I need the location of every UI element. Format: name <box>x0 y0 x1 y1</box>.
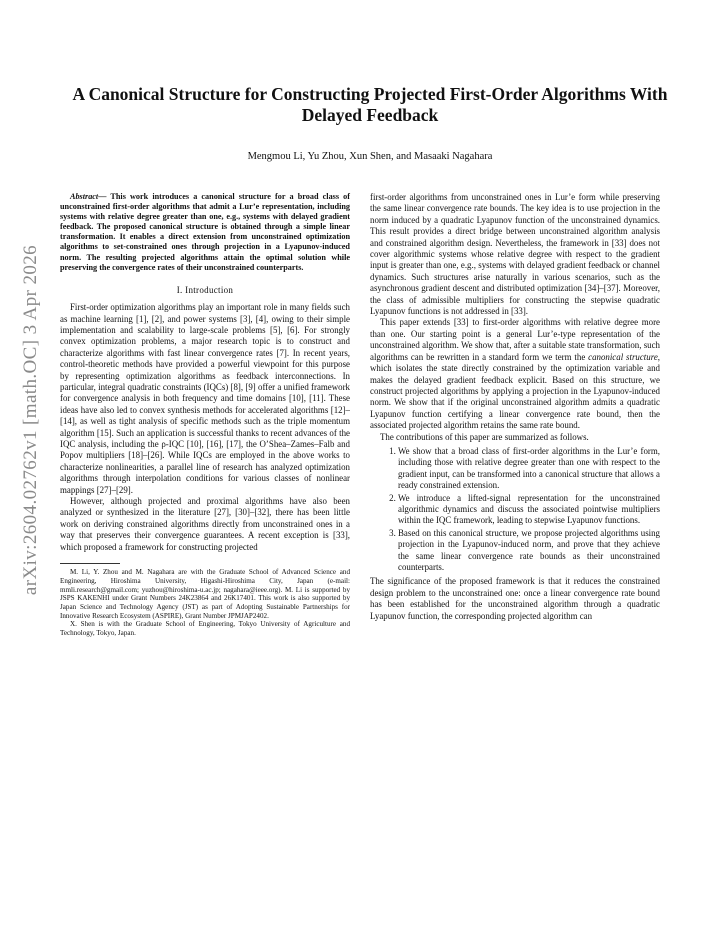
intro-paragraph-4-start: This paper extends [33] to first-order algorithms with relative degree more than one. Our starting point is a general Lur’e-type representation of the unconstrained algorithm. We show that, after a suitable state transformation, such algorithms can be rewritten in a standard form we term the <box>370 317 660 362</box>
right-column <box>370 192 660 622</box>
paper-title: A Canonical Structure for Constructing Projected First-Order Algorithms With Delayed Feedback <box>72 84 668 125</box>
footnote-divider <box>60 563 120 564</box>
intro-paragraph-1: First-order optimization algorithms play an important role in many fields such as machine learning [1], [2], and power systems [3], [4], owing to their simple implementation and scalability to large-scale problems [5], [6]. For strongly convex optimization problems, a major research topic is to construct and characterize algorithms with fast linear convergence rates [7]. In recent years, control-theoretic methods have provided a powerful viewpoint for this purpose by representing optimization algorithms as feedback interconnections. In particular, integral quadratic constraints (IQCs) [8], [9] offer a unified framework for convergence analysis in both frequency and time domains [10], [11]. These ideas have also led to convex synthesis methods for accelerated algorithms [12]–[14], as well as tight analysis of specific methods such as the triple momentum algorithm [15]. Such an application is successful thanks to recent advances of the IQC analysis, including the ρ-IQC [10], [16], [17], the O’Shea–Zames–Falb and Popov multipliers [18]–[26]. While IQCs are employed in the above works to characterize nonlinearities, a parallel line of research has analyzed optimization algorithms through interpolation conditions for various classes of nonlinear mappings [27]–[29]. <box>60 302 350 495</box>
arxiv-identifier: arXiv:2604.02762v1 [math.OC] 3 Apr 2026 <box>20 244 41 596</box>
canonical-structure-term: canonical structure <box>588 351 658 362</box>
intro-paragraph-2: However, although projected and proximal algorithms have also been analyzed or synthesized in the literature [27], [30]–[32], there has been little work on deriving constrained algorithms directly from unconstrained ones in a way that preserves their convergence guarantees. A recent exception is [33], which proposed a framework for constructing projected <box>60 496 350 552</box>
abstract-text: — This work introduces a canonical structure for a broad class of unconstrained first-order algorithms that admit a Lur’e representation, including systems with relative degree greater than one, e.g., systems with delayed gradient feedback. The proposed canonical structure is obtained through a simple linear transformation. It enables a direct extension from unconstrained optimization algorithms to set-constrained ones through projection in a Lyapunov-induced norm. The resulting projected algorithms attain the optimal solution while preserving the convergence rates of their unconstrained counterparts. <box>60 192 350 272</box>
contribution-item: 1. We show that a broad class of first-order algorithms in the Lur’e form, including those with relative degree greater than one with respect to the gradient input, can be transformed into a canonical structure that allows a ready constrained extension. <box>398 446 660 492</box>
footnote-affiliation: M. Li, Y. Zhou and M. Nagahara are with the Graduate School of Advanced Science and Engineering, Hiroshima University, Higashi-Hiroshima City, Japan (e-mail: mmli.research@gmail.com; yuzhou@hiroshima-u.ac.jp; nagahara@ieee.org). M. Li is supported by JSPS KAKENHI under Grant Numbers 24K23864 and 26K17401. This work is also supported by Japan Science and Technology Agency (JST) as part of Adopting Sustainable Partnerships for Innovative Research Ecosystem (ASPIRE), Grant Number JPMJAP2402. <box>60 568 350 620</box>
intro-paragraph-3: first-order algorithms from unconstrained ones in Lur’e form while preserving the same linear convergence rate bounds. The key idea is to use projection in the norm induced by a quadratic Lyapunov function of the unconstrained dynamics. This result provides a direct bridge between unconstrained algorithm analysis and constrained algorithm design. Nevertheless, the framework in [33] does not cover algorithmic systems whose relative degree with respect to the gradient input is greater than one, e.g., systems with delayed gradient feedback or channel dynamics. Such structures arise naturally in various scenarios, such as the asynchronous gradient descent and distributed optimization [34]–[37]. Moreover, the class of admissible multipliers for constructing the stepwise quadratic Lyapunov functions is not addressed in [33]. <box>370 192 660 317</box>
contributions-lead: The contributions of this paper are summarized as follows. <box>380 431 589 442</box>
intro-paragraph-4-end: , which isolates the state directly constrained by the optimization variable and makes the delayed gradient feedback explicit. Based on this structure, we construct projected algorithms by applying a projection in the Lyapunov-induced norm. We show that if the original unconstrained algorithm admits a quadratic Lyapunov function certifying a linear convergence rate bound, then the associated projected algorithm retains the same rate bound. <box>370 351 660 431</box>
intro-paragraph-4 <box>370 317 660 431</box>
contribution-item: 3. Based on this canonical structure, we propose projected algorithms using projection in the Lyapunov-induced norm, and prove that they achieve the same linear convergence rate bounds as their unconstrained counterparts. <box>398 528 660 574</box>
intro-paragraph-6: The significance of the proposed framework is that it reduces the constrained design problem to the unconstrained one: once a linear convergence rate bound has been established for the unconstrained algorithm through a quadratic Lyapunov function, the corresponding projected algorithm can <box>370 576 660 621</box>
left-column <box>60 192 350 638</box>
abstract-label: Abstract <box>70 192 99 201</box>
footnote-affiliation-shen: X. Shen is with the Graduate School of Engineering, Tokyo University of Agriculture and Technology, Tokyo, Japan. <box>60 620 350 638</box>
paper-authors: Mengmou Li, Yu Zhou, Xun Shen, and Masaaki Nagahara <box>247 151 493 162</box>
abstract <box>60 192 350 273</box>
section-heading-introduction: I. Introduction <box>176 284 234 295</box>
contributions-list <box>370 446 660 573</box>
contribution-item: 2. We introduce a lifted-signal representation for the unconstrained algorithmic dynamics and discuss the associated pointwise multipliers within the IQC framework, leading to stepwise Lyapunov functions. <box>398 493 660 527</box>
arxiv-sidebar <box>0 0 56 932</box>
